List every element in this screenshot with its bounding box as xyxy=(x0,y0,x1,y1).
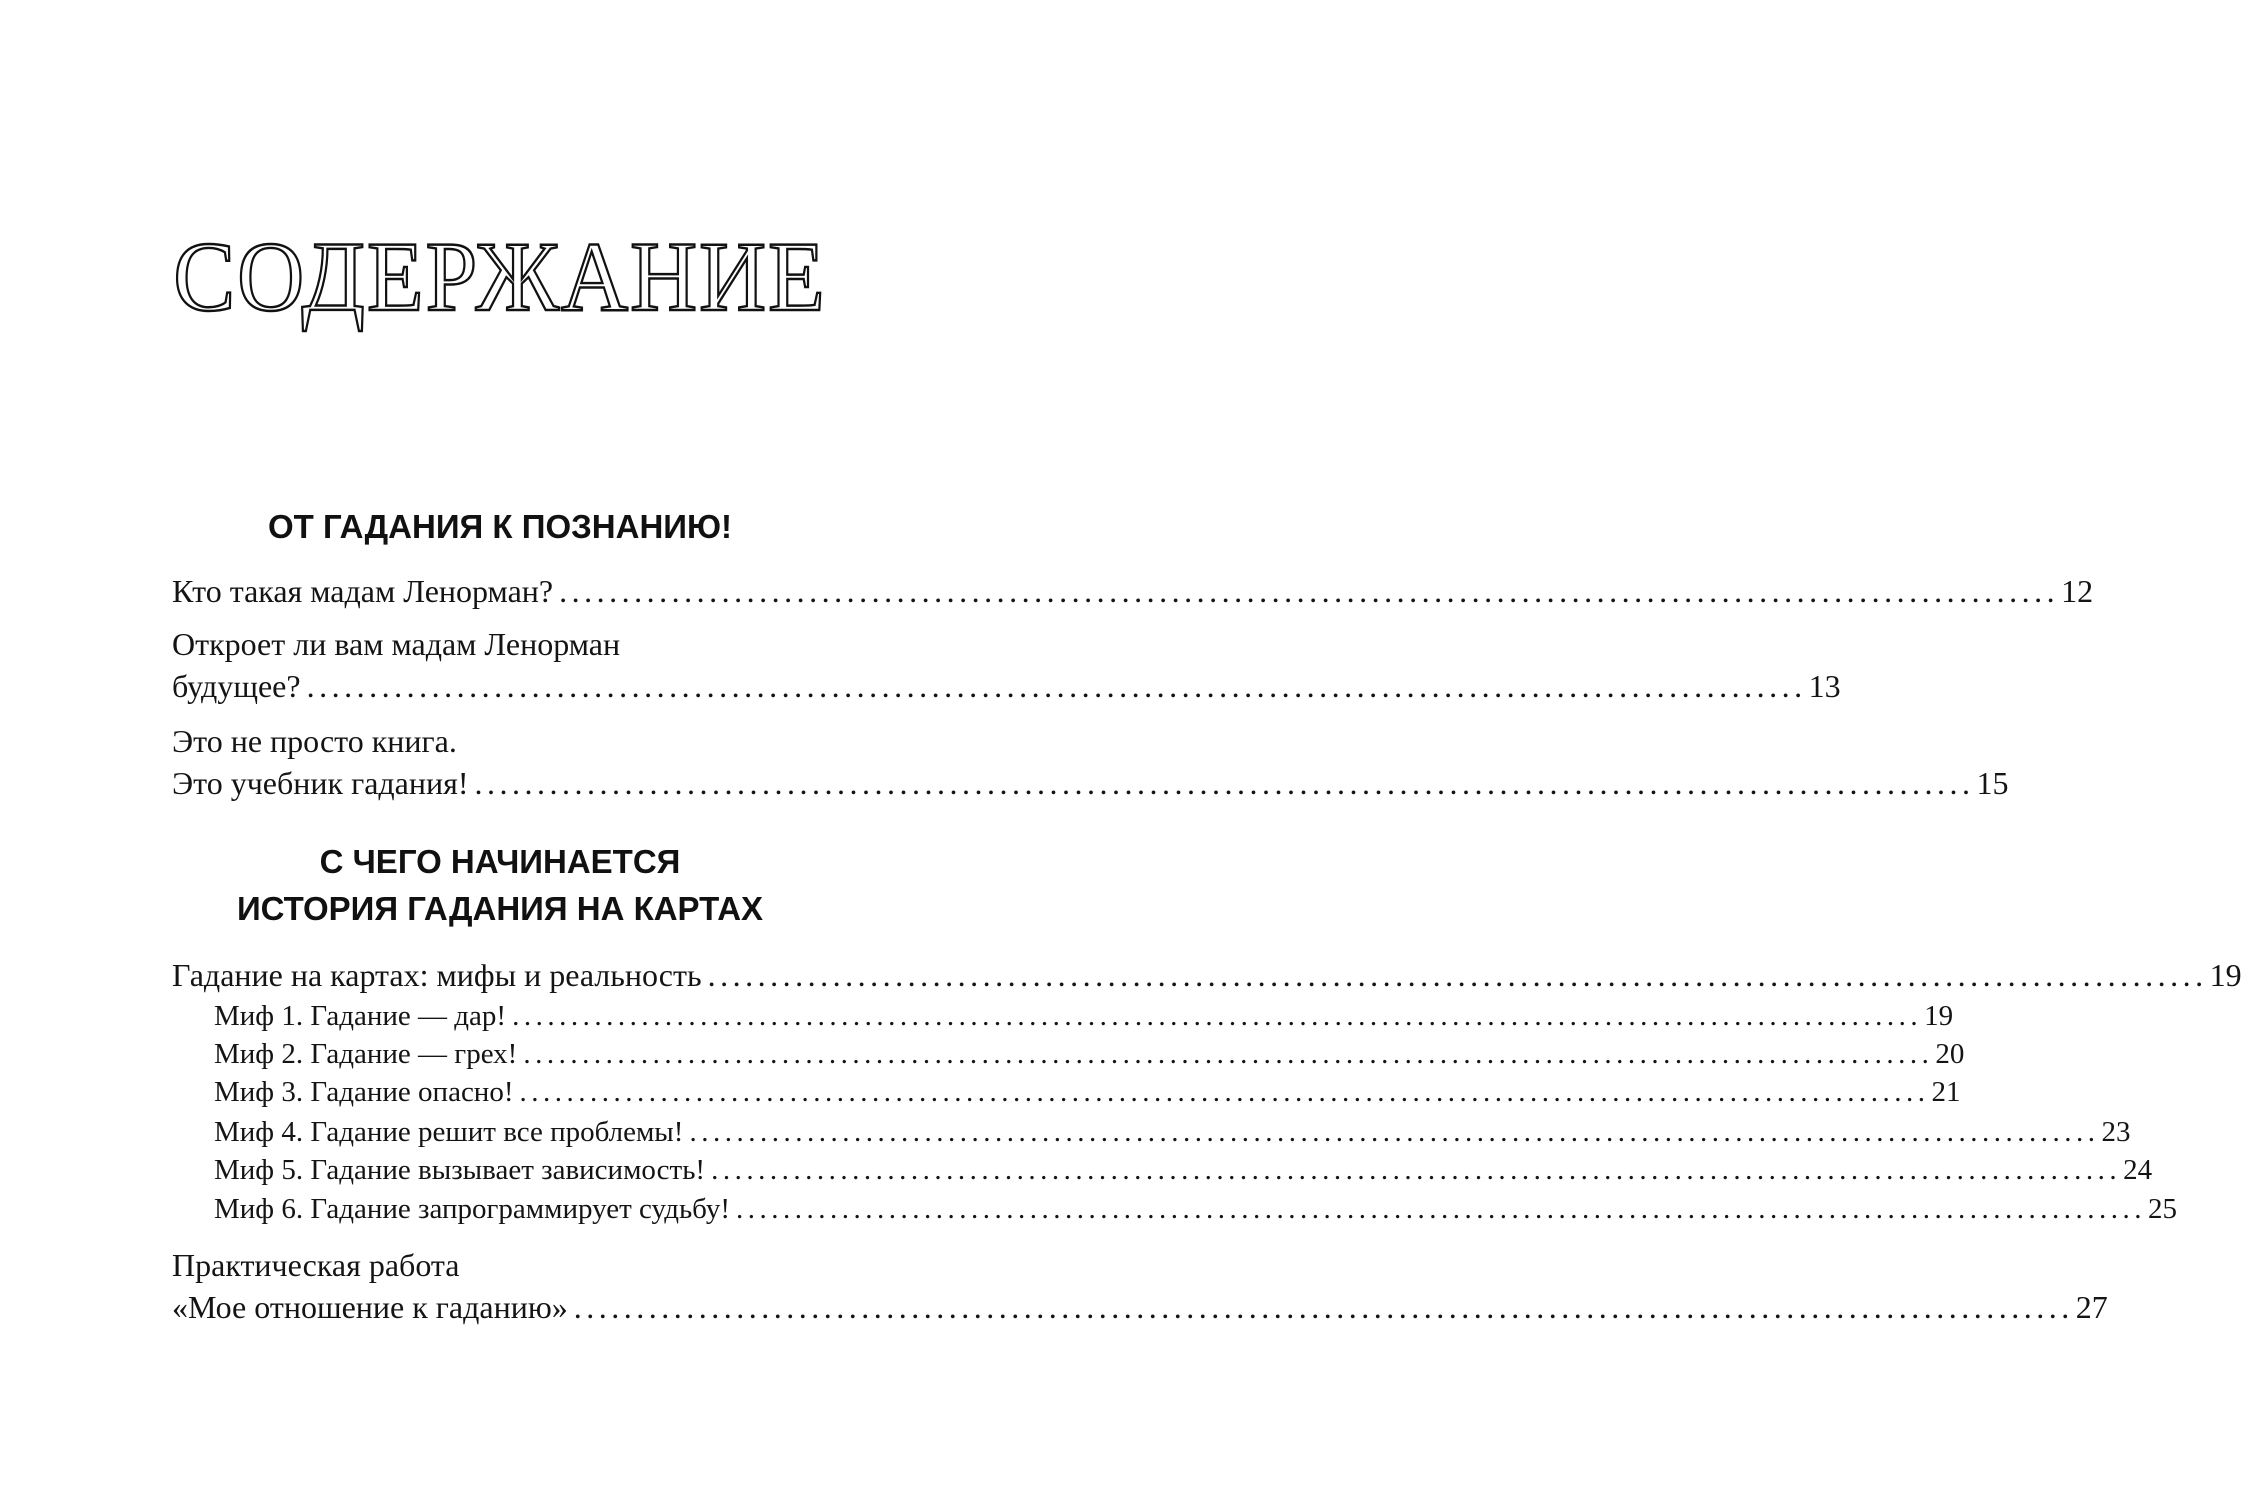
dot-leader: ........................................................................................................................ xyxy=(523,1038,1934,1070)
toc-entry-title: Гадание на картах: мифы и реальность xyxy=(172,957,702,993)
toc-entry-title: Миф 4. Гадание решит все проблемы! xyxy=(214,1116,684,1148)
toc-subentry[interactable] xyxy=(214,1114,2131,1150)
toc-entry-page: 15 xyxy=(1976,765,2009,801)
toc-entry-title: «Мое отношение к гаданию» xyxy=(172,1289,568,1325)
toc-entry-title: будущее? xyxy=(172,668,301,704)
toc-entry-page: 13 xyxy=(1808,668,1841,704)
dot-leader: ........................................................................................................................ xyxy=(735,1193,2146,1225)
section-heading xyxy=(100,503,900,550)
toc-entry[interactable] xyxy=(172,571,2094,611)
toc-entry-page: 19 xyxy=(2209,957,2242,993)
toc-entry-title: Кто такая мадам Ленорман? xyxy=(172,573,554,609)
dot-leader: ........................................................................................................................ xyxy=(707,957,2208,993)
toc-entry-title-lead: Практическая работа xyxy=(172,1247,460,1283)
toc-entry-page: 21 xyxy=(1931,1076,1961,1108)
section-heading-line: ИСТОРИЯ ГАДАНИЯ НА КАРТАХ xyxy=(236,890,764,927)
toc-entry-page: 12 xyxy=(2061,573,2094,609)
toc-entry-page: 23 xyxy=(2101,1116,2131,1148)
dot-leader: ........................................................................................................................ xyxy=(711,1154,2122,1186)
toc-entry-page: 19 xyxy=(1924,1000,1954,1032)
toc-entry-title-lead: Откроет ли вам мадам Ленорман xyxy=(172,626,621,662)
section-heading xyxy=(100,838,900,932)
section-heading-line: С ЧЕГО НАЧИНАЕТСЯ xyxy=(319,843,681,880)
toc-entry-title: Миф 2. Гадание — грех! xyxy=(214,1038,518,1070)
section-heading-line: ОТ ГАДАНИЯ К ПОЗНАНИЮ! xyxy=(267,508,733,545)
toc-entry-page: 25 xyxy=(2147,1193,2177,1225)
dot-leader: ........................................................................................................................ xyxy=(306,668,1807,704)
toc-subentry[interactable] xyxy=(214,998,1954,1034)
toc-entry-title: Миф 5. Гадание вызывает зависимость! xyxy=(214,1154,706,1186)
dot-leader: ........................................................................................................................ xyxy=(519,1076,1930,1108)
dot-leader: ........................................................................................................................ xyxy=(474,765,1975,801)
toc-entry-title: Миф 1. Гадание — дар! xyxy=(214,1000,507,1032)
toc-entry-page: 24 xyxy=(2123,1154,2153,1186)
dot-leader: ........................................................................................................................ xyxy=(512,1000,1923,1032)
toc-subentry[interactable] xyxy=(214,1036,1965,1072)
toc-subentry[interactable] xyxy=(214,1191,2177,1227)
toc-entry[interactable] xyxy=(172,666,1841,706)
toc-entry-page: 20 xyxy=(1935,1038,1965,1070)
toc-entry-title: Миф 6. Гадание запрограммирует судьбу! xyxy=(214,1193,730,1225)
dot-leader: ........................................................................................................................ xyxy=(689,1116,2100,1148)
toc-entry-page: 27 xyxy=(2075,1289,2108,1325)
toc-subentry[interactable] xyxy=(214,1074,1961,1110)
dot-leader: ........................................................................................................................ xyxy=(573,1289,2074,1325)
dot-leader: ........................................................................................................................ xyxy=(559,573,2060,609)
toc-entry[interactable] xyxy=(172,763,2009,803)
toc-entry-title: Это учебник гадания! xyxy=(172,765,469,801)
toc-entry-title-lead: Это не просто книга. xyxy=(172,723,457,759)
toc-entry[interactable] xyxy=(172,955,2242,995)
toc-subentry[interactable] xyxy=(214,1152,2153,1188)
page-title: СОДЕРЖАНИЕ xyxy=(173,221,827,332)
toc-entry-title: Миф 3. Гадание опасно! xyxy=(214,1076,514,1108)
toc-entry[interactable] xyxy=(172,1287,2108,1327)
